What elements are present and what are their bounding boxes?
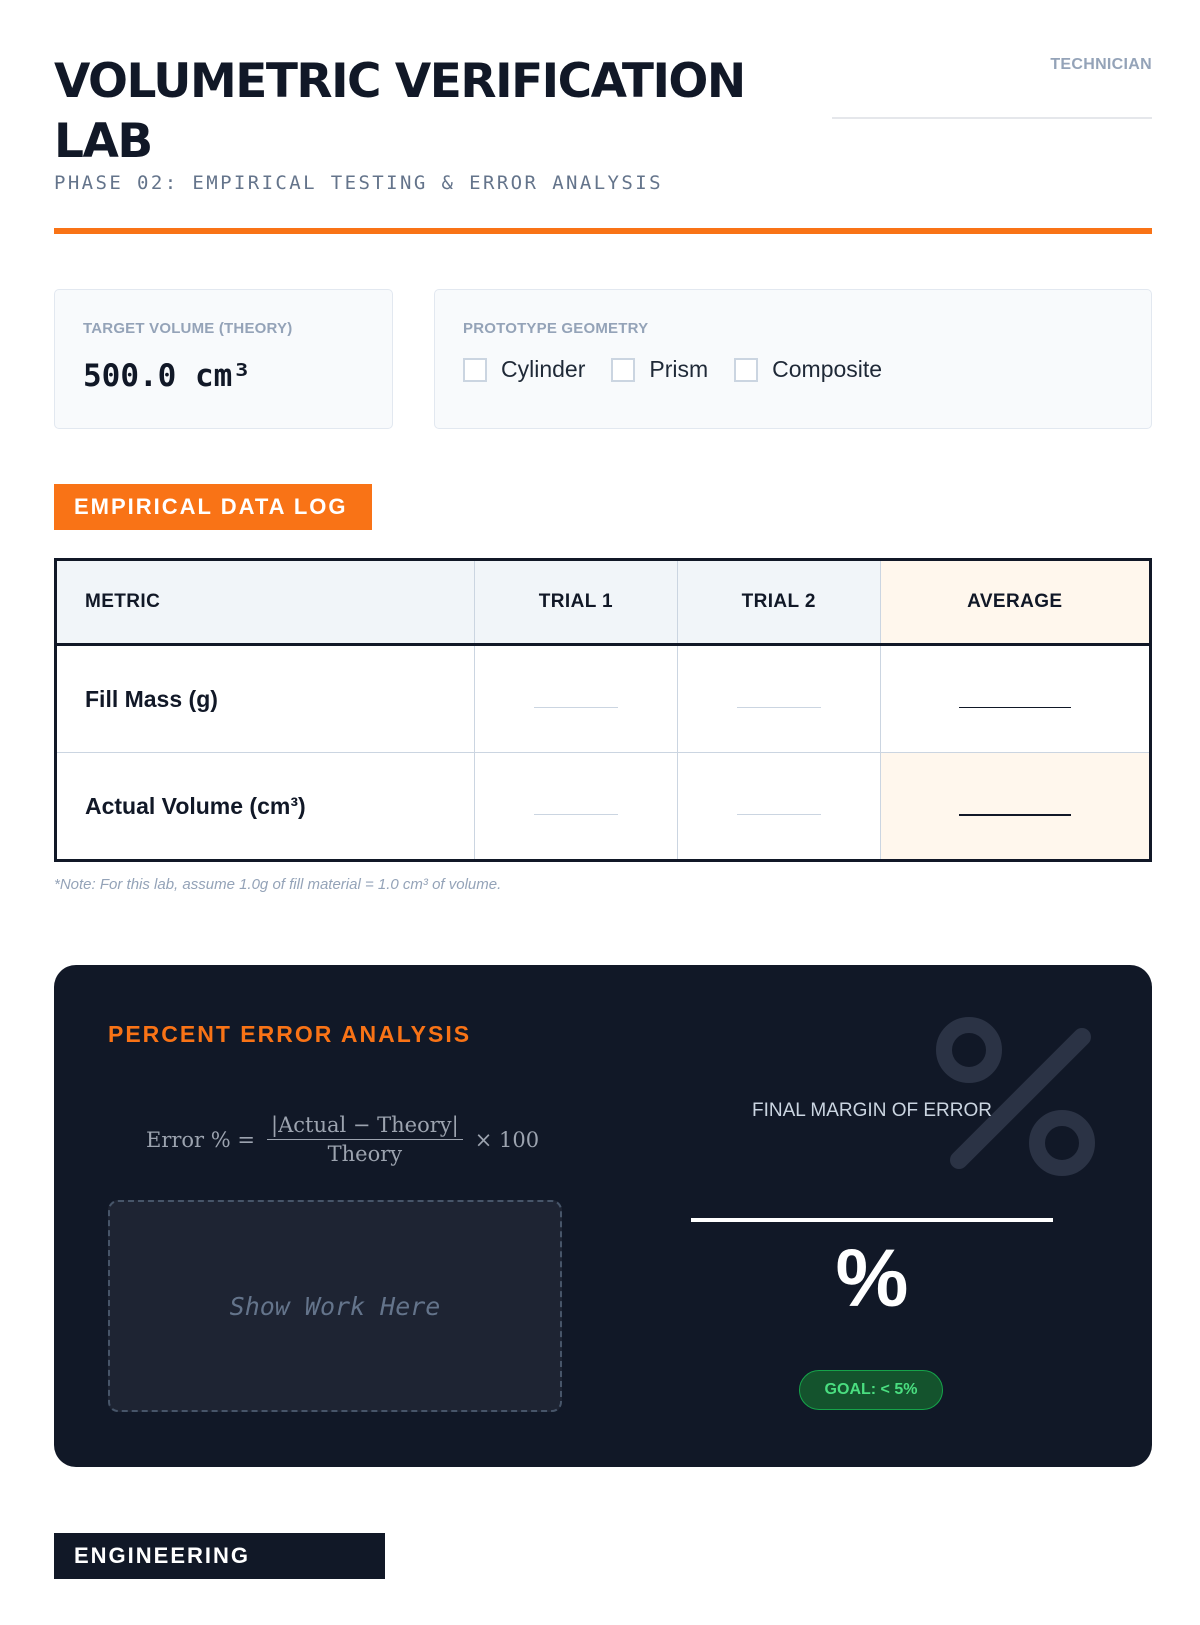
row-label-fill-mass: Fill Mass (g) xyxy=(56,645,475,753)
worksheet-page xyxy=(54,0,1152,1614)
empirical-data-log-heading: EMPIRICAL DATA LOG xyxy=(54,484,372,530)
show-work-area[interactable] xyxy=(108,1200,562,1412)
answer-blank[interactable] xyxy=(959,707,1071,708)
show-work-placeholder: Show Work Here xyxy=(229,1291,441,1321)
percent-error-heading: PERCENT ERROR ANALYSIS xyxy=(108,1021,472,1047)
geometry-option-cylinder[interactable] xyxy=(463,356,585,383)
target-volume-label: TARGET VOLUME (THEORY) xyxy=(83,320,293,337)
percent-error-formula xyxy=(146,1113,539,1166)
formula-multiplier: × 100 xyxy=(474,1127,540,1152)
fill-mass-average-cell[interactable] xyxy=(880,645,1150,753)
geometry-options xyxy=(463,356,908,383)
formula-fraction xyxy=(267,1113,463,1166)
technician-signature-line[interactable] xyxy=(832,117,1152,119)
answer-blank[interactable] xyxy=(534,814,618,815)
conversion-note: *Note: For this lab, assume 1.0g of fill material = 1.0 cm³ of volume. xyxy=(54,876,502,893)
table-row xyxy=(56,753,1151,861)
actual-volume-trial-1-cell[interactable] xyxy=(475,753,678,861)
column-header-metric: METRIC xyxy=(56,560,475,645)
final-margin-answer-line[interactable] xyxy=(691,1218,1053,1222)
cylinder-checkbox[interactable] xyxy=(463,358,487,382)
prototype-geometry-label: PROTOTYPE GEOMETRY xyxy=(463,320,649,337)
table-header-row xyxy=(56,560,1151,645)
row-label-actual-volume: Actual Volume (cm³) xyxy=(56,753,475,861)
page-subtitle: PHASE 02: EMPIRICAL TESTING & ERROR ANALYSIS xyxy=(54,172,663,194)
answer-blank[interactable] xyxy=(737,814,821,815)
composite-checkbox[interactable] xyxy=(734,358,758,382)
engineering-debrief-heading: ENGINEERING DEBRIEF xyxy=(54,1533,385,1579)
formula-denominator: Theory xyxy=(327,1142,403,1166)
header-divider xyxy=(54,228,1152,234)
percent-error-panel xyxy=(54,965,1152,1467)
formula-lhs: Error % = xyxy=(146,1127,255,1152)
final-margin-label: FINAL MARGIN OF ERROR xyxy=(752,1100,992,1121)
prism-label: Prism xyxy=(649,356,709,382)
empirical-data-table xyxy=(54,558,1152,862)
answer-blank[interactable] xyxy=(959,814,1071,816)
actual-volume-trial-2-cell[interactable] xyxy=(677,753,880,861)
page-title: VOLUMETRIC VERIFICATION LAB xyxy=(54,54,745,169)
column-header-average: AVERAGE xyxy=(880,560,1150,645)
target-volume-card xyxy=(54,289,393,429)
actual-volume-average-cell[interactable] xyxy=(880,753,1150,861)
cylinder-label: Cylinder xyxy=(501,356,586,382)
composite-label: Composite xyxy=(772,356,883,382)
geometry-option-composite[interactable] xyxy=(734,356,882,383)
geometry-option-prism[interactable] xyxy=(611,356,708,383)
column-header-trial-1: TRIAL 1 xyxy=(475,560,678,645)
technician-label: TECHNICIAN xyxy=(1050,56,1152,73)
prism-checkbox[interactable] xyxy=(611,358,635,382)
answer-blank[interactable] xyxy=(534,707,618,708)
answer-blank[interactable] xyxy=(737,707,821,708)
column-header-trial-2: TRIAL 2 xyxy=(677,560,880,645)
target-volume-value: 500.0 cm³ xyxy=(83,358,251,394)
fill-mass-trial-2-cell[interactable] xyxy=(677,645,880,753)
table-row xyxy=(56,645,1151,753)
prototype-geometry-card xyxy=(434,289,1152,429)
goal-badge: GOAL: < 5% xyxy=(799,1370,943,1410)
percent-symbol: % xyxy=(835,1233,909,1324)
formula-numerator: |Actual − Theory| xyxy=(267,1113,463,1140)
fill-mass-trial-1-cell[interactable] xyxy=(475,645,678,753)
